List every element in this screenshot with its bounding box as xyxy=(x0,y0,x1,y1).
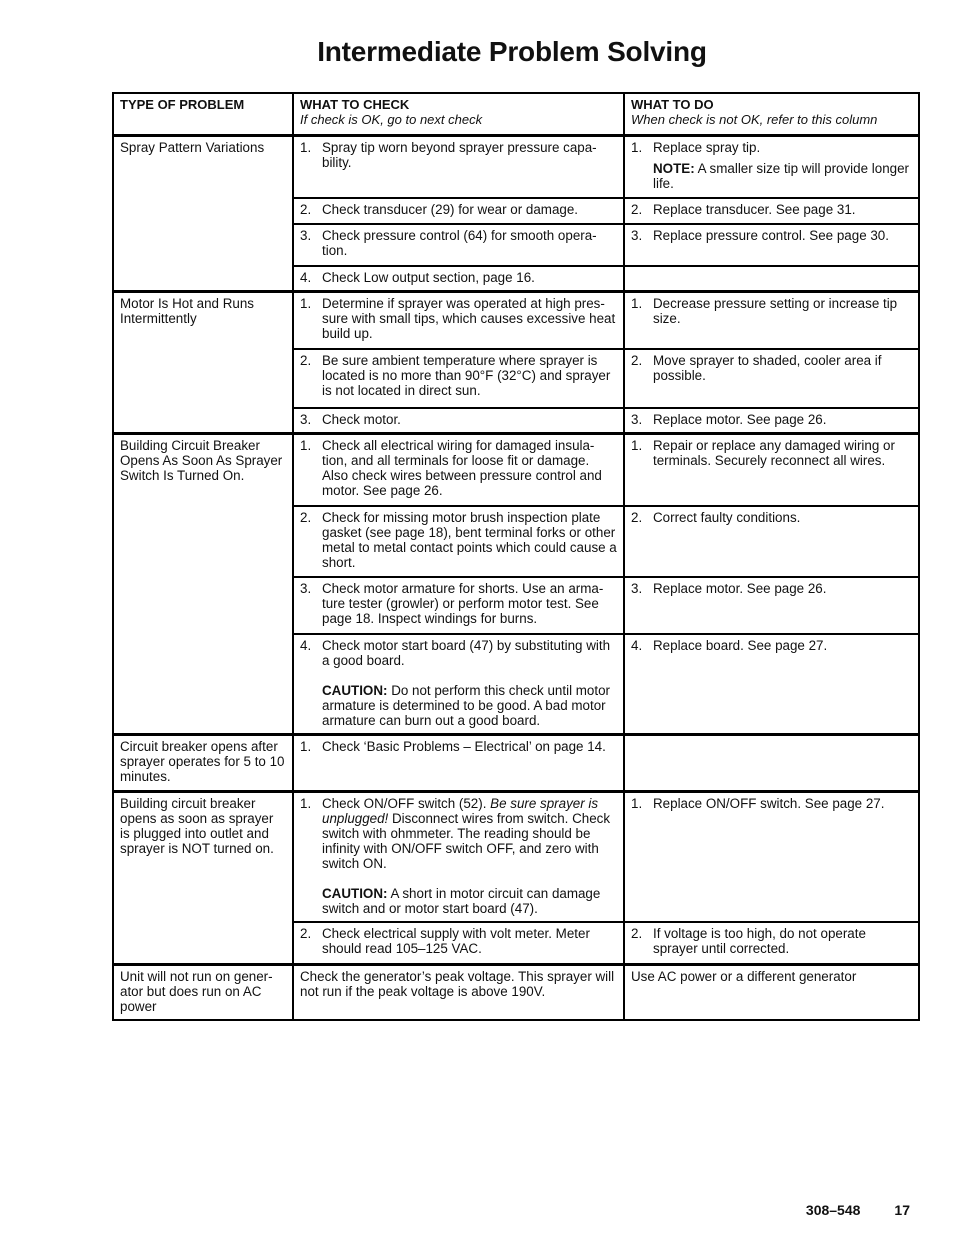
todo-cell: 2. Correct faulty conditions. xyxy=(624,506,919,577)
todo-cell: 4. Replace board. See page 27. xyxy=(624,634,919,735)
problem-cell: Building Circuit Breaker Opens As Soon As Sprayer Switch Is Turned On. xyxy=(113,434,293,735)
table-row xyxy=(113,792,919,923)
check-cell: 1. Check ON/OFF switch (52). Be sure sprayer is unplugged! Disconnect wires from switch. Check switch with ohmmeter. The reading should be infinity with ON/OFF switch OFF, and zero with switch ON. CAUTION: A short in motor circuit can damage switch and or motor start board (47). xyxy=(293,792,624,923)
todo-cell: 3. Replace motor. See page 26. xyxy=(624,408,919,434)
check-cell: 2. Check electrical supply with volt meter. Meter should read 105–125 VAC. xyxy=(293,922,624,964)
problem-cell: Spray Pattern Variations xyxy=(113,136,293,292)
table-row xyxy=(113,434,919,506)
header-todo-sub: When check is not OK, refer to this column xyxy=(631,112,878,127)
check-cell: 2. Check transducer (29) for wear or damage. xyxy=(293,198,624,224)
todo-cell xyxy=(624,266,919,292)
problem-cell: Building circuit breaker opens as soon as sprayer is plugged into outlet and sprayer is NOT turned on. xyxy=(113,792,293,965)
check-cell: 4. Check motor start board (47) by substituting with a good board. CAUTION: Do not perform this check until motor armature is determined to be good. A bad motor armature can burn out a good board. xyxy=(293,634,624,735)
todo-cell: 3. Replace pressure control. See page 30. xyxy=(624,224,919,266)
check-cell: 1. Determine if sprayer was operated at high pres-sure with small tips, which causes excessive heat build up. xyxy=(293,292,624,349)
table-row xyxy=(113,292,919,349)
check-cell: 3. Check pressure control (64) for smooth opera-tion. xyxy=(293,224,624,266)
check-cell: 1. Spray tip worn beyond sprayer pressure capa-bility. xyxy=(293,136,624,198)
todo-cell: 1. Replace spray tip. NOTE: A smaller size tip will provide longer life. xyxy=(624,136,919,198)
check-cell: 3. Check motor. xyxy=(293,408,624,434)
table-row xyxy=(113,735,919,792)
table-header-row xyxy=(113,93,919,136)
todo-cell: 1. Replace ON/OFF switch. See page 27. xyxy=(624,792,919,923)
check-cell: Check the generator’s peak voltage. This sprayer will not run if the peak voltage is above 190V. xyxy=(293,964,624,1020)
todo-cell: 1. Decrease pressure setting or increase tip size. xyxy=(624,292,919,349)
check-cell: 1. Check all electrical wiring for damaged insula-tion, and all terminals for loose fit or damage. Also check wires between pressure control and motor. See page 26. xyxy=(293,434,624,506)
todo-cell: 2. Replace transducer. See page 31. xyxy=(624,198,919,224)
todo-cell: 2. If voltage is too high, do not operate sprayer until corrected. xyxy=(624,922,919,964)
todo-cell: Use AC power or a different generator xyxy=(624,964,919,1020)
problem-cell: Motor Is Hot and Runs Intermittently xyxy=(113,292,293,434)
check-cell: 3. Check motor armature for shorts. Use an arma-ture tester (growler) or perform motor test. See page 18. Inspect windings for burns. xyxy=(293,577,624,634)
page-title: Intermediate Problem Solving xyxy=(317,36,707,67)
header-problem: TYPE OF PROBLEM xyxy=(113,93,293,136)
table-row xyxy=(113,136,919,198)
problem-cell: Unit will not run on gener-ator but does run on AC power xyxy=(113,964,293,1020)
problem-cell: Circuit breaker opens after sprayer operates for 5 to 10 minutes. xyxy=(113,735,293,792)
check-cell: 2. Check for missing motor brush inspection plate gasket (see page 18), bent terminal forks or other metal to metal contact points which could cause a short. xyxy=(293,506,624,577)
caution-text: CAUTION: A short in motor circuit can damage switch and or motor start board (47). xyxy=(322,886,601,916)
todo-cell: 1. Repair or replace any damaged wiring or terminals. Securely reconnect all wires. xyxy=(624,434,919,506)
header-check: WHAT TO CHECK If check is OK, go to next check xyxy=(293,93,624,136)
note-text: NOTE: A smaller size tip will provide longer life. xyxy=(653,161,909,191)
check-cell: 2. Be sure ambient temperature where sprayer is located is no more than 90°F (32°C) and sprayer is not located in direct sun. xyxy=(293,349,624,408)
table-row xyxy=(113,964,919,1020)
todo-cell xyxy=(624,735,919,792)
todo-cell: 3. Replace motor. See page 26. xyxy=(624,577,919,634)
document-number: 308–548 xyxy=(805,1202,861,1218)
page-number: 17 xyxy=(894,1202,910,1218)
page-footer xyxy=(806,1202,910,1218)
check-cell: 4. Check Low output section, page 16. xyxy=(293,266,624,292)
check-cell: 1. Check ‘Basic Problems – Electrical’ on page 14. xyxy=(293,735,624,792)
caution-text: CAUTION: Do not perform this check until motor armature is determined to be good. A bad motor armature can burn out a good board. xyxy=(322,682,610,728)
troubleshooting-table xyxy=(112,92,918,1021)
header-todo: WHAT TO DO When check is not OK, refer to this column xyxy=(624,93,919,136)
todo-cell: 2. Move sprayer to shaded, cooler area if possible. xyxy=(624,349,919,408)
header-check-sub: If check is OK, go to next check xyxy=(300,112,483,127)
